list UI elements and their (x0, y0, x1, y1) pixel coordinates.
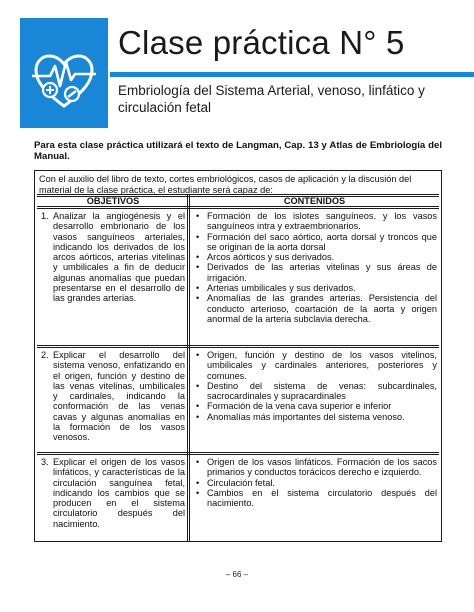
table-row-3-objective (39, 457, 185, 529)
page-title: Clase práctica N° 5 (118, 24, 405, 61)
table-row-1-objective (39, 211, 185, 304)
list-item: • Formación del saco aórtico, aorta dorsal y troncos que se originan de la aorta dorsal (193, 232, 437, 253)
objective-text: Analizar la angiogénesis y el desarrollo embrionario de los vasos sanguíneos arteriales, indicando los derivados de los arcos aórticos, arterias vitelinas y umbilicales a fin de deducir algunas anomalías que puedan presentarse en el desarrollo de las grandes arterias. (53, 211, 185, 304)
page-subtitle: Embriología del Sistema Arterial, venoso, linfático y circulación fetal (118, 83, 425, 115)
row-number: 2. (41, 350, 49, 360)
header-icon-panel (20, 18, 108, 128)
medical-heart-monitor-icon (20, 18, 108, 128)
table-row-1-contents (193, 211, 437, 324)
list-item: • Arterias umbilicales y sus derivados. (193, 283, 437, 293)
list-item: • Arcos aórticos y sus derivados. (193, 252, 437, 262)
row-divider-2 (37, 452, 439, 455)
objective-text: Explicar el origen de los vasos linfáticos, y características de la circulación sanguínea fetal, indicando los cambios que se producen en el sistema circulatorio después del nacimiento. (53, 457, 185, 529)
column-header-objetivos: OBJETIVOS (86, 196, 140, 206)
list-item: • Destino del sistema de venas: subcardinales, sacrocardinales y supracardinales (193, 381, 437, 402)
list-item: • Circulación fetal. (193, 478, 437, 488)
column-divider (187, 194, 190, 541)
page-header (0, 18, 474, 128)
list-item: • Origen, función y destino de los vasos vitelinos, umbilicales y cardinales anteriores, posteriores y comunes. (193, 350, 437, 381)
title-divider (110, 72, 474, 77)
header-divider-bottom (37, 206, 439, 209)
table-intro: Con el auxilio del libro de texto, cortes embriológicos, casos de aplicación y la discusión del material de la clase práctica, el estudiante será capaz de: (39, 174, 412, 195)
row-number: 1. (41, 211, 49, 221)
column-header-contenidos: CONTENIDOS (283, 196, 346, 206)
row-number: 3. (41, 457, 49, 467)
table-row-2-objective (39, 350, 185, 443)
table-row-2-contents (193, 350, 437, 422)
row-divider-1 (37, 345, 439, 348)
list-item: • Anomalías de las grandes arterias. Persistencia del conducto arterioso, coartación de la aorta y origen anormal de la arteria subclavia derecha. (193, 293, 437, 324)
objective-text: Explicar el desarrollo del sistema venoso, enfatizando en el origen, función y destino de las venas vitelinas, umbilicales y cardinales, indicando la conformación de las venas cavas y algunas anomalías en la formación de los vasos venosos. (53, 350, 185, 443)
table-row-3-contents (193, 457, 437, 508)
objectives-contents-table (34, 170, 442, 542)
list-item: • Formación de la vena cava superior e inferior (193, 401, 437, 411)
list-item: • Formación de los islotes sanguíneos. y los vasos sanguíneos intra y extraembrionarios. (193, 211, 437, 232)
list-item: • Anomalías más importantes del sistema venoso. (193, 412, 437, 422)
list-item: • Origen de los vasos linfáticos. Formación de los sacos primarios y conductos torácicos derecho e izquierdo. (193, 457, 437, 478)
list-item: • Derivados de las arterias vitelinas y sus áreas de irrigación. (193, 262, 437, 283)
page-number: – 66 – (225, 570, 249, 579)
intro-paragraph: Para esta clase práctica utilizará el texto de Langman, Cap. 13 y Atlas de Embriología del Manual. (34, 140, 442, 162)
list-item: • Cambios en el sistema circulatorio después del nacimiento. (193, 488, 437, 509)
